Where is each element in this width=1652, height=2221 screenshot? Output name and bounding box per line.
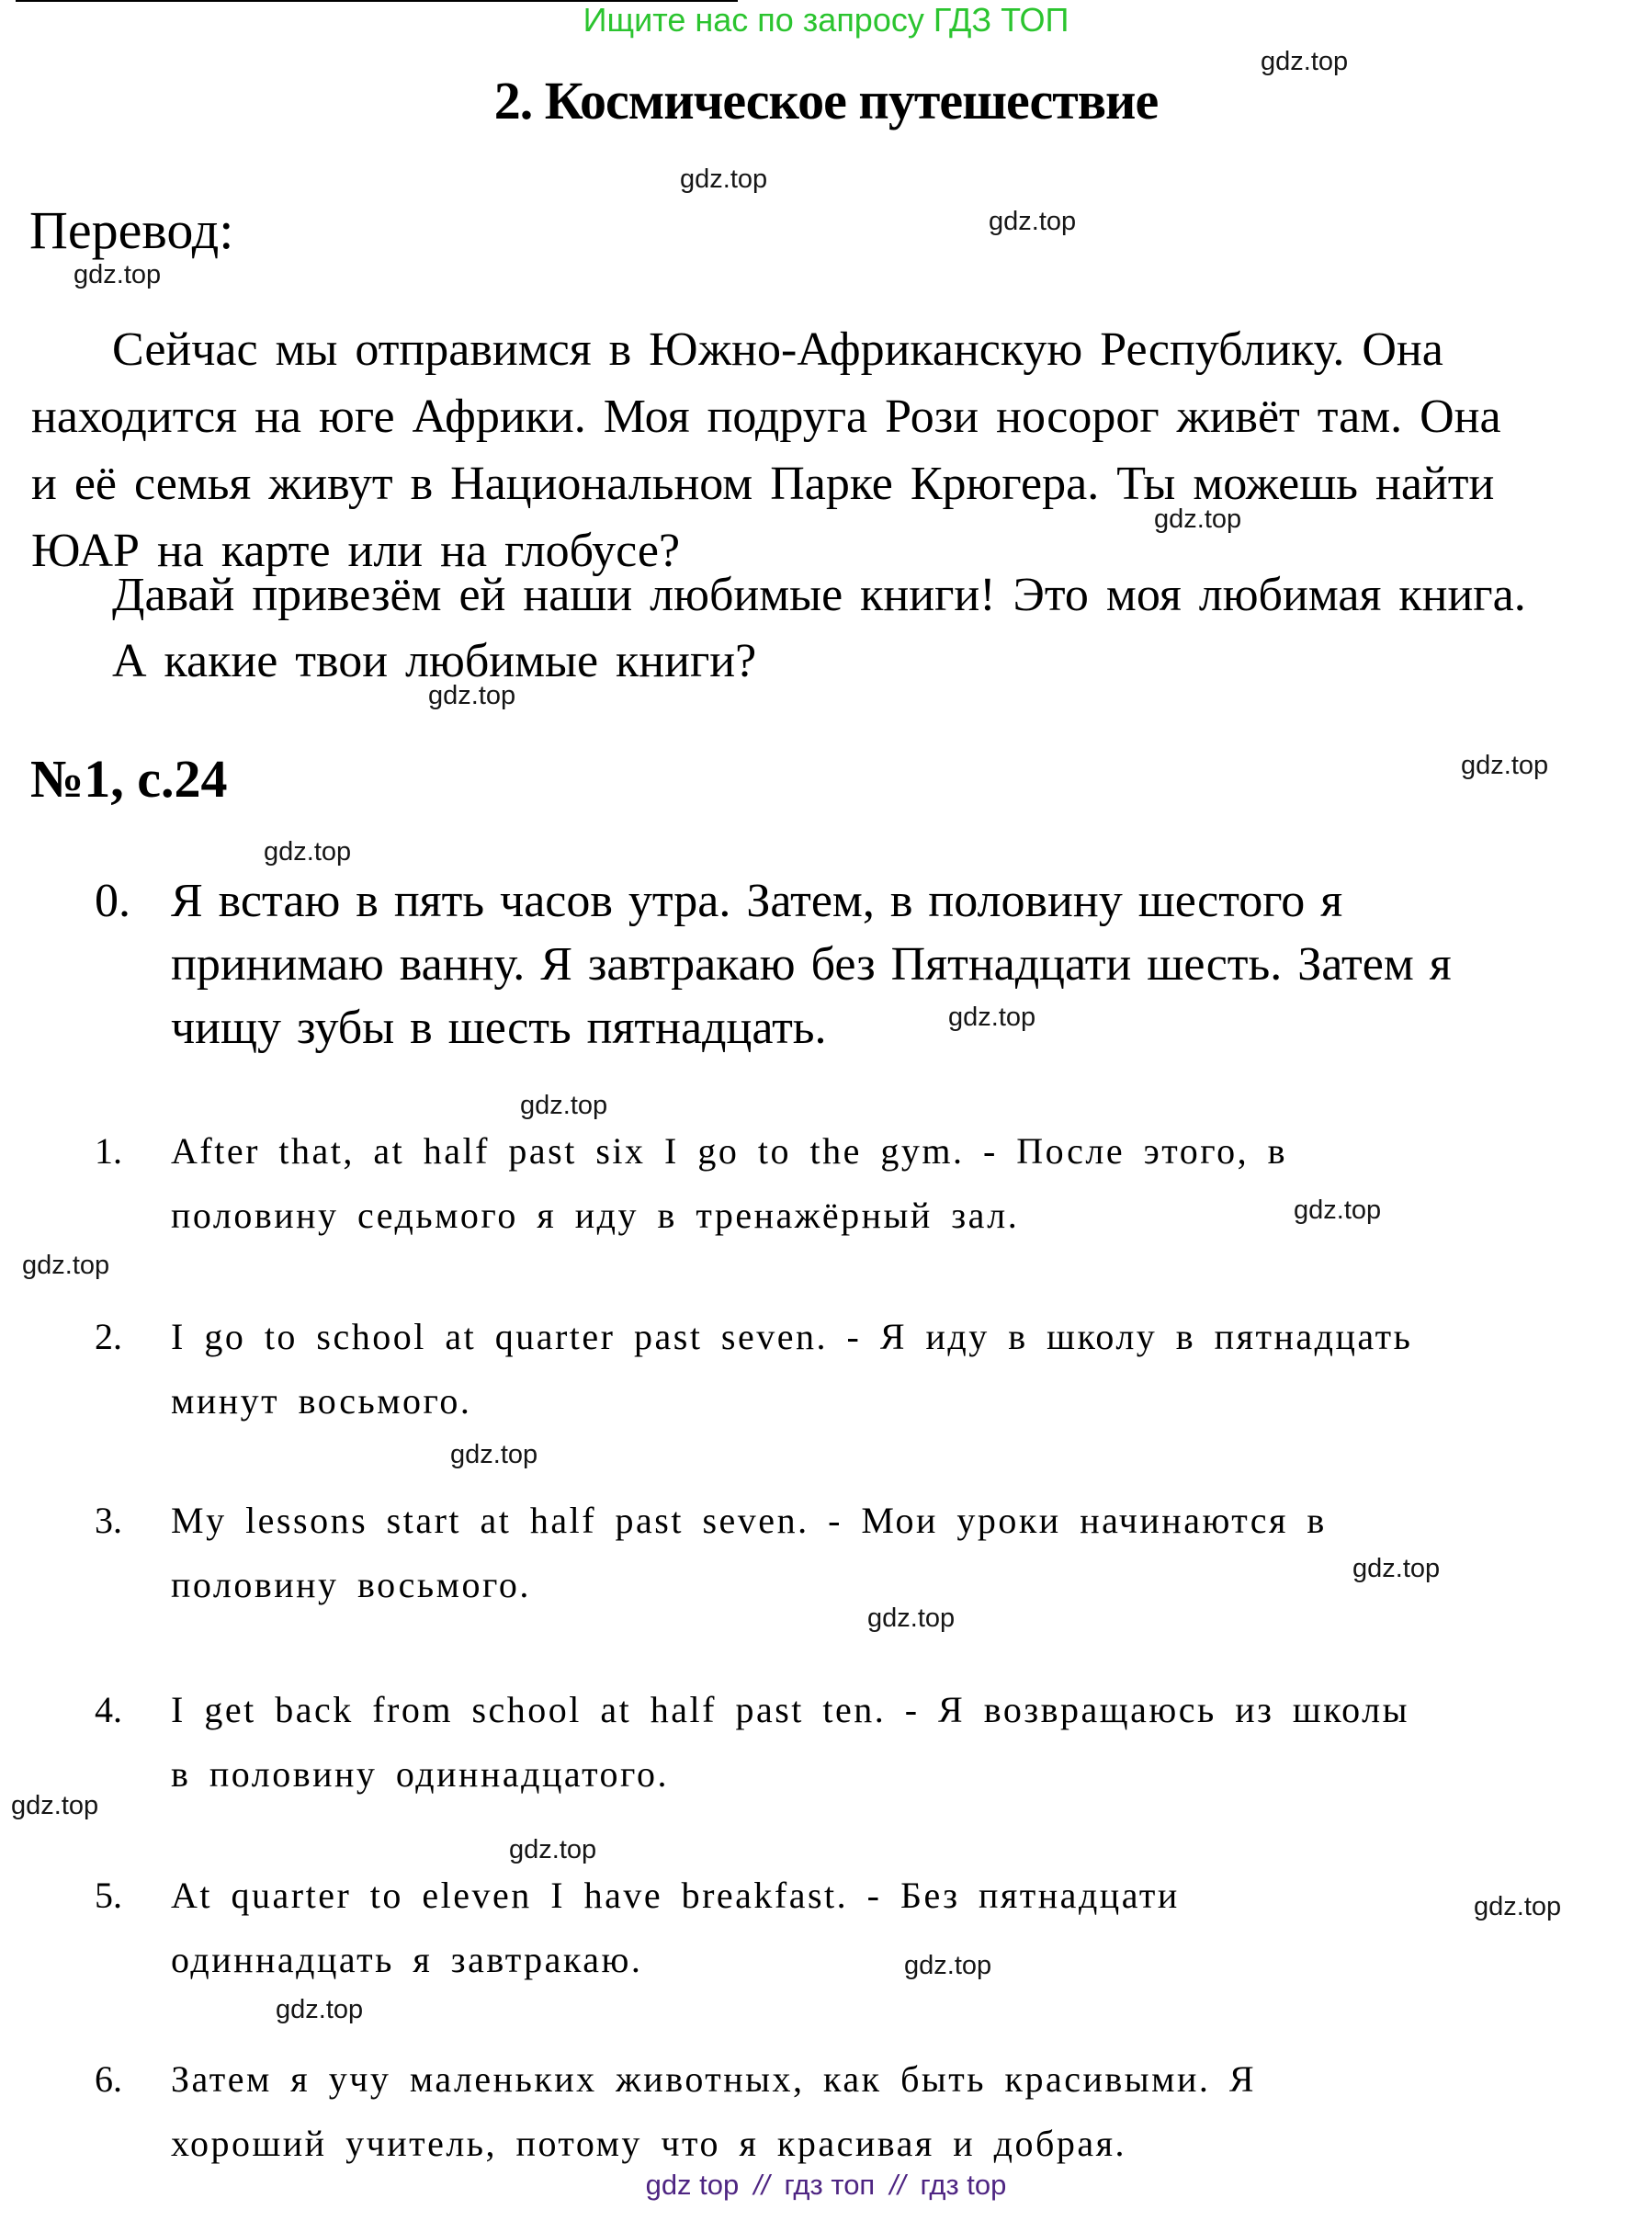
list-item-line: After that, at half past six I go to the gym. - После этого, в	[171, 1130, 1288, 1172]
footer-separator: //	[753, 2169, 770, 2201]
watermark: gdz.top	[509, 1835, 597, 1864]
watermark: gdz.top	[428, 681, 516, 710]
watermark: gdz.top	[904, 1951, 992, 1980]
list-item-0	[95, 869, 1634, 1060]
watermark: gdz.top	[1474, 1892, 1562, 1921]
footer-link-gdz-top-mixed[interactable]: гдз top	[920, 2169, 1007, 2201]
watermark: gdz.top	[1261, 47, 1349, 76]
watermark: gdz.top	[22, 1251, 110, 1280]
footer-link-gdz-top-latin[interactable]: gdz top	[645, 2169, 740, 2201]
list-item-number: 6.	[95, 2058, 122, 2100]
footer-link-gdz-top-cyrillic[interactable]: гдз топ	[784, 2169, 876, 2201]
list-item-line: в половину одиннадцатого.	[171, 1753, 669, 1795]
watermark: gdz.top	[1461, 751, 1549, 780]
list-item-number: 5.	[95, 1875, 122, 1916]
list-item-line: минут восьмого.	[171, 1380, 472, 1422]
translation-label: Перевод:	[29, 200, 234, 260]
watermark: gdz.top	[1294, 1195, 1382, 1225]
list-item-line: Я встаю в пять часов утра. Затем, в половину шестого я	[171, 875, 1343, 927]
list-item-line: I go to school at quarter past seven. - Я иду в школу в пятнадцать	[171, 1316, 1413, 1357]
list-item-number: 4.	[95, 1689, 122, 1730]
watermark: gdz.top	[450, 1440, 538, 1469]
list-item-number: 3.	[95, 1500, 122, 1541]
list-item-line: My lessons start at half past seven. - Мои уроки начинаются в	[171, 1500, 1327, 1541]
translation-paragraph-1	[31, 316, 1634, 584]
list-item-line: половину восьмого.	[171, 1564, 531, 1605]
paragraph-line: Давай привезём ей наши любимые книги! Это моя любимая книга.	[112, 569, 1526, 621]
watermark: gdz.top	[74, 260, 162, 289]
watermark: gdz.top	[264, 837, 352, 867]
list-item-line: чищу зубы в шесть пятнадцать.	[171, 1002, 827, 1054]
list-item-line: хороший учитель, потому что я красивая и добрая.	[171, 2123, 1127, 2164]
list-item-2	[95, 1305, 1634, 1433]
footer-separator: //	[889, 2169, 906, 2201]
list-item-1	[95, 1119, 1634, 1248]
list-item-5	[95, 1864, 1634, 1992]
paragraph-line: и её семья живут в Национальном Парке Крюгера. Ты можешь найти	[31, 458, 1495, 510]
promo-banner: Ищите нас по запросу ГДЗ ТОП	[583, 1, 1069, 39]
paragraph-line: Сейчас мы отправимся в Южно-Африканскую Республику. Она	[112, 323, 1443, 376]
watermark: gdz.top	[680, 164, 768, 194]
translation-paragraph-2	[31, 562, 1634, 695]
footer-links	[0, 2169, 1652, 2202]
watermark: gdz.top	[276, 1995, 364, 2024]
list-item-4	[95, 1678, 1634, 1807]
watermark: gdz.top	[1154, 504, 1242, 534]
list-item-number: 2.	[95, 1316, 122, 1357]
watermark: gdz.top	[520, 1091, 608, 1120]
list-item-line: одиннадцать я завтракаю.	[171, 1939, 643, 1980]
list-item-line: принимаю ванну. Я завтракаю без Пятнадцати шесть. Затем я	[171, 938, 1452, 991]
watermark: gdz.top	[1352, 1554, 1441, 1583]
paragraph-line: находится на юге Африки. Моя подруга Рози носорог живёт там. Она	[31, 391, 1501, 443]
paragraph-line: ЮАР на карте или на глобусе?	[31, 525, 681, 577]
list-item-line: половину седьмого я иду в тренажёрный зал.	[171, 1195, 1020, 1236]
page-title: 2. Космическое путешествие	[493, 71, 1159, 130]
list-item-6	[95, 2047, 1634, 2176]
paragraph-line: А какие твои любимые книги?	[112, 635, 757, 687]
watermark: gdz.top	[989, 207, 1077, 236]
list-item-line: I get back from school at half past ten. - Я возвращаюсь из школы	[171, 1689, 1409, 1730]
list-item-3	[95, 1489, 1634, 1617]
watermark: gdz.top	[948, 1003, 1036, 1032]
watermark: gdz.top	[11, 1791, 99, 1820]
list-item-line: Затем я учу маленьких животных, как быть красивыми. Я	[171, 2058, 1257, 2100]
list-item-number: 0.	[95, 875, 130, 927]
list-item-line: At quarter to eleven I have breakfast. - Без пятнадцати	[171, 1875, 1180, 1916]
list-item-number: 1.	[95, 1130, 122, 1172]
exercise-heading: №1, с.24	[30, 749, 228, 809]
watermark: gdz.top	[867, 1603, 956, 1633]
